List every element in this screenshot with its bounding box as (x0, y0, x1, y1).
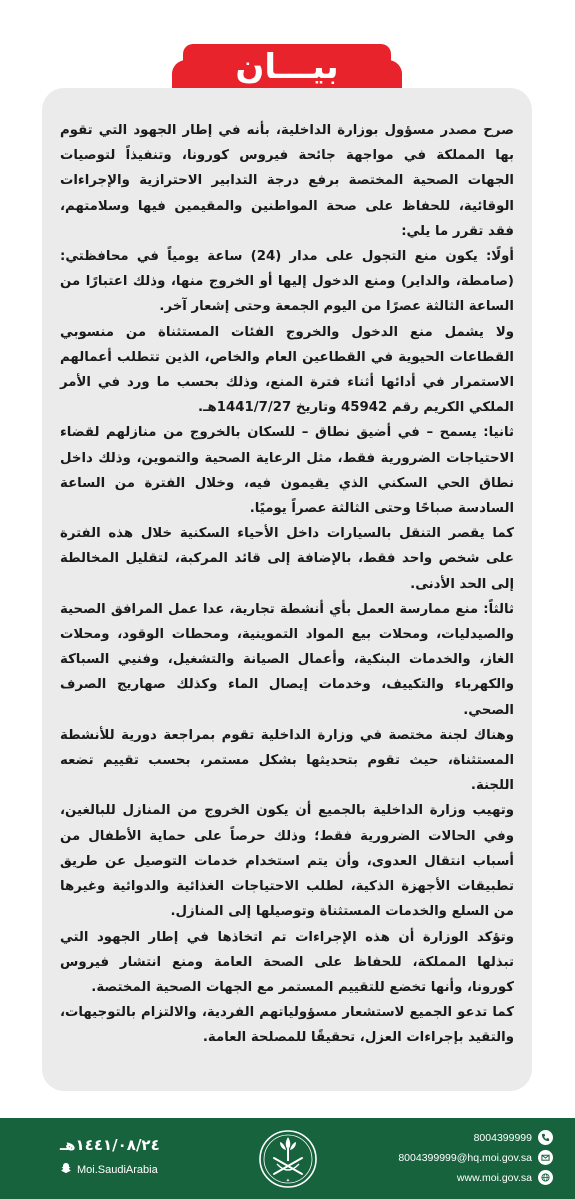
phone-number: 8004399999 (473, 1131, 532, 1144)
footer-left (60, 1136, 160, 1177)
title-badge (183, 44, 391, 90)
statement-paragraph: ولا يشمل منع الدخول والخروج الفئات المستثناة من منسوبي القطاعات الحيوية في القطاعين العام والخاص، الذين تتطلب أعمالهم الاستمرار في أدائها أثناء فترة المنع، وذلك بحسب ما ورد في الأمر الملكي الكريم رقم 45942 وتاريخ 1441/7/27هـ. (60, 324, 514, 416)
email-contact[interactable] (398, 1150, 553, 1165)
email-address: 8004399999@hq.moi.gov.sa (398, 1151, 532, 1164)
contact-info (398, 1130, 553, 1185)
social-handle[interactable] (60, 1162, 160, 1177)
snapchat-icon (60, 1162, 72, 1177)
globe-icon (538, 1170, 553, 1185)
statement-paragraph: وتهيب وزارة الداخلية بالجميع أن يكون الخروج من المنازل للبالغين، وفي الحالات الضرورية فقط؛ وذلك حرصاً على حماية الأطفال من أسباب انتقال العدوى، وأن يتم استخدام خدمات التوصيل عن طريق تطبيقات الأجهزة الذكية، لطلب الاحتياجات الغذائية والدوائية وغيرها من السلع والخدمات المستثناة وتوصيلها إلى المنازل. (60, 803, 514, 920)
phone-icon (538, 1130, 553, 1145)
website-url: www.moi.gov.sa (456, 1171, 532, 1184)
statement-panel (42, 88, 532, 1091)
statement-paragraph: ثالثاً: منع ممارسة العمل بأي أنشطة تجارية، عدا عمل المرافق الصحية والصيدليات، ومحلات بيع المواد التموينية، ومحطات الوقود، ومحلات الغاز، والخدمات البنكية، وأعمال الصيانة والتشغيل، وفنيي السباكة والكهرباء والتكييف، وخدمات إيصال الماء وكذلك صهاريج الصرف الصحي. (60, 601, 514, 718)
website-contact[interactable] (457, 1170, 553, 1185)
saudi-emblem (258, 1128, 318, 1190)
statement-paragraph: صرح مصدر مسؤول بوزارة الداخلية، بأنه في إطار الجهود التي تقوم بها المملكة في مواجهة جائحة فيروس كورونا، وتنفيذاً لتوصيات الجهات الصحية المختصة برفع درجة التدابير الاحترازية والإجراءات الوقائية، للحفاظ على صحة المواطنين والمقيمين فيها وسلامتهم، فقد تقرر ما يلي: (60, 123, 514, 239)
footer-bar (0, 1118, 575, 1199)
phone-contact[interactable] (474, 1130, 553, 1145)
statement-paragraph: ثانيا: يسمح – في أضيق نطاق – للسكان بالخروج من منازلهم لقضاء الاحتياجات الضرورية فقط، مثل الرعاية الصحية والتموين، وذلك داخل نطاق الحي السكني الذي يقيمون فيه، وخلال الفترة من الساعة السادسة صباحًا وحتى الثالثة عصراً يوميًا. (60, 425, 514, 517)
hijri-date: ١٤٤١/٠٨/٢٤هـ (60, 1136, 160, 1154)
title-banner (0, 0, 575, 92)
statement-paragraph: كما يقصر التنقل بالسيارات داخل الأحياء السكنية خلال هذه الفترة على شخص واحد فقط، بالإضافة إلى قائد المركبة، لتقليل المخالطة إلى الحد الأدنى. (60, 526, 514, 592)
statement-paragraph: وهناك لجنة مختصة في وزارة الداخلية تقوم بمراجعة دورية للأنشطة المستثناة، حيث تقوم بتحديثها بشكل مستمر، بحسب تقييم تضعه اللجنة. (60, 727, 514, 794)
statement-body (60, 118, 514, 1051)
statement-paragraph: وتؤكد الوزارة أن هذه الإجراءات تم اتخاذها في إطار الجهود التي تبذلها المملكة، للحفاظ على الصحة العامة ومنع انتشار فيروس كورونا، وأنها تخضع للتقييم المستمر مع الجهات الصحية المختصة. (60, 929, 514, 995)
page-title: بيـــان (235, 47, 339, 87)
statement-paragraph: أولًا: يكون منع التجول على مدار (24) ساعة يومياً في محافظتي: (صامطة، والداير) ومنع الدخول إليها أو الخروج منها، وذلك اعتبارًا من الساعة الثالثة عصرًا من اليوم الجمعة وحتى إشعار آخر. (60, 249, 514, 315)
statement-paragraph: كما تدعو الجميع لاستشعار مسؤولياتهم الفردية، والالتزام بالتوجيهات، والتقيد بإجراءات العزل، تحقيقًا للمصلحة العامة. (60, 1005, 514, 1046)
social-handle-text: Moi.SaudiArabia (77, 1163, 158, 1176)
svg-text:✦: ✦ (285, 1178, 291, 1184)
email-icon (538, 1150, 553, 1165)
